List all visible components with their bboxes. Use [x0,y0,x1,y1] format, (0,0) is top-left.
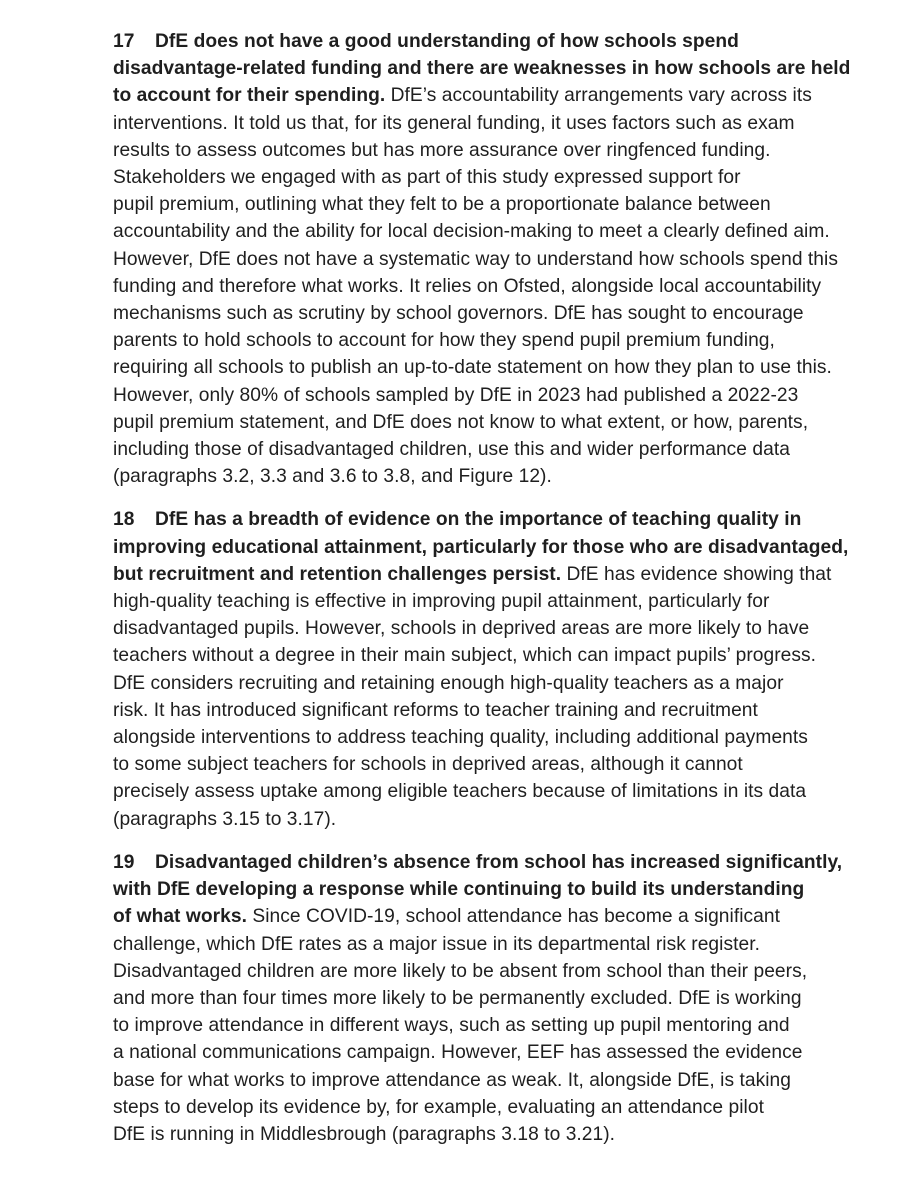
paragraph-body-line: to some subject teachers for schools in deprived areas, although it cannot [113,754,743,776]
paragraph-body-line: teachers without a degree in their main subject, which can impact pupils’ progress. [113,645,817,667]
paragraph-heading-line: 17 DfE does not have a good understanding of how schools spend [113,28,858,55]
paragraph-body-line: interventions. It told us that, for its general funding, it uses factors such as exam [113,112,795,134]
paragraph-body-line: disadvantaged pupils. However, schools in deprived areas are more likely to have [113,618,810,640]
paragraph-body-line: a national communications campaign. However, EEF has assessed the evidence [113,1042,803,1064]
paragraph-18 [113,506,858,832]
paragraph-body-line: DfE considers recruiting and retaining enough high-quality teachers as a major [113,672,784,694]
paragraph-heading-line: to account for their spending. DfE’s accountability arrangements vary across its [113,85,812,107]
paragraph-heading-line: disadvantage-related funding and there are weaknesses in how schools are held [113,58,851,80]
paragraph-19 [113,849,858,1148]
paragraph-body-line: requiring all schools to publish an up-to-date statement on how they plan to use this. [113,357,832,379]
paragraph-body-line: pupil premium, outlining what they felt to be a proportionate balance between [113,194,771,216]
paragraph-body-line: (paragraphs 3.2, 3.3 and 3.6 to 3.8, and Figure 12). [113,466,552,488]
paragraph-body-line: accountability and the ability for local decision-making to meet a clearly defined aim. [113,221,830,243]
paragraph-body-line: results to assess outcomes but has more assurance over ringfenced funding. [113,139,771,161]
paragraph-body-line: (paragraphs 3.15 to 3.17). [113,808,337,830]
paragraph-body-line: However, only 80% of schools sampled by DfE in 2023 had published a 2022-23 [113,384,799,406]
paragraph-heading-line: but recruitment and retention challenges persist. DfE has evidence showing that [113,563,832,585]
document-page [113,28,858,1164]
paragraph-number: 17 [113,31,135,52]
paragraph-body-line: Disadvantaged children are more likely to be absent from school than their peers, [113,960,808,982]
paragraph-number: 18 [113,509,135,531]
paragraph-body-line: high-quality teaching is effective in improving pupil attainment, particularly for [113,591,770,613]
paragraph-heading-line: 19 Disadvantaged children’s absence from school has increased significantly, [113,849,858,876]
paragraph-body-line: funding and therefore what works. It relies on Ofsted, alongside local accountability [113,275,822,297]
paragraph-body-line: challenge, which DfE rates as a major issue in its departmental risk register. [113,933,760,955]
paragraph-body-text: DfE has evidence showing that [561,563,832,585]
paragraph-body-line: Stakeholders we engaged with as part of this study expressed support for [113,167,741,189]
paragraph-body-line: mechanisms such as scrutiny by school governors. DfE has sought to encourage [113,303,804,325]
paragraph-body-line: risk. It has introduced significant reforms to teacher training and recruitment [113,699,758,721]
paragraph-body-line: and more than four times more likely to be permanently excluded. DfE is working [113,987,802,1009]
paragraph-heading-line: 18 DfE has a breadth of evidence on the importance of teaching quality in [113,506,858,533]
paragraph-body-line: alongside interventions to address teaching quality, including additional payments [113,727,808,749]
paragraph-body-text: Since COVID-19, school attendance has become a significant [246,906,781,928]
paragraph-body-line: pupil premium statement, and DfE does not know to what extent, or how, parents, [113,411,809,433]
paragraph-body-line: parents to hold schools to account for how they spend pupil premium funding, [113,330,775,352]
paragraph-number: 19 [113,851,135,873]
paragraph-heading-line: with DfE developing a response while continuing to build its understanding [113,879,805,901]
paragraph-body-line: to improve attendance in different ways, such as setting up pupil mentoring and [113,1015,790,1037]
paragraph-body-line: precisely assess uptake among eligible teachers because of limitations in its data [113,781,807,803]
paragraph-body-line: base for what works to improve attendance as weak. It, alongside DfE, is taking [113,1069,791,1091]
paragraph-body-line: However, DfE does not have a systematic way to understand how schools spend this [113,248,838,270]
paragraph-body-line: DfE is running in Middlesbrough (paragraphs 3.18 to 3.21). [113,1123,616,1145]
paragraph-heading-line: improving educational attainment, particularly for those who are disadvantaged, [113,536,849,558]
paragraph-17 [113,28,858,490]
paragraph-body-line: including those of disadvantaged children, use this and wider performance data [113,439,790,461]
paragraph-heading-line: of what works. Since COVID-19, school attendance has become a significant [113,906,781,928]
paragraph-body-text: DfE’s accountability arrangements vary across its [385,85,812,107]
paragraph-body-line: steps to develop its evidence by, for example, evaluating an attendance pilot [113,1096,764,1118]
